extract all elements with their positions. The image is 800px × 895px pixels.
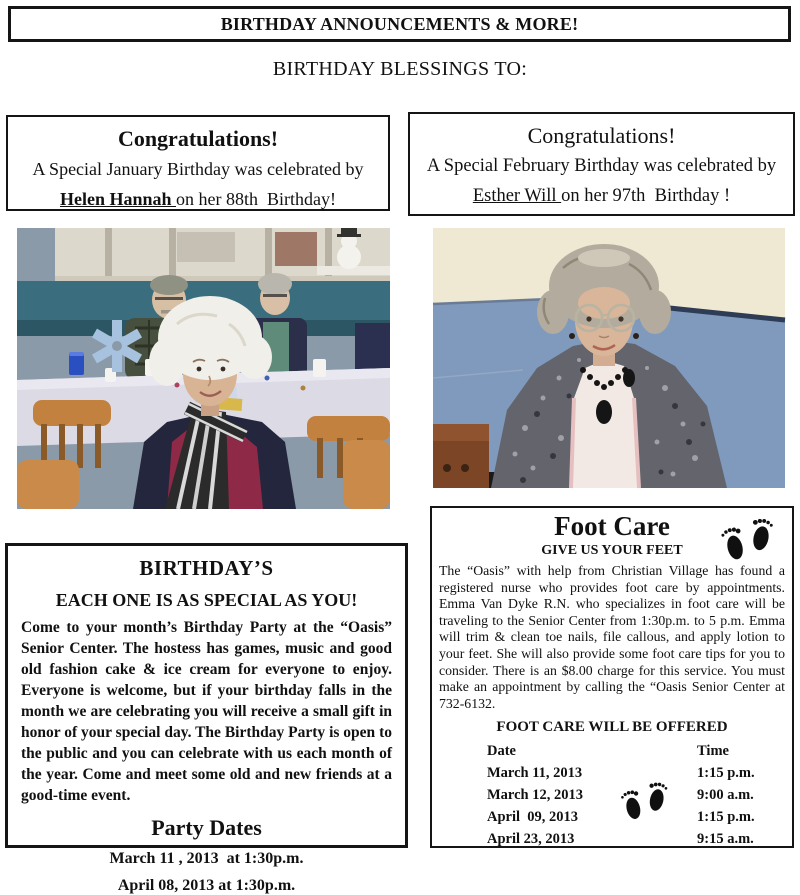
congrats-box-january [6,115,390,211]
time-column-header: Time [697,743,729,760]
birthdays-body: Come to your month’s Birthday Party at the “Oasis” Senior Center. The hostess has games, music and good old fashion cake & ice cream for everyone to enjoy. Everyone is welcome, but if your birthday falls in the month we are celebrating you will receive a small gift in honor of your special day. The Birthday Party is open to the public and you can celebrate with us each month of the year. Come and meet some old and new friends at a good-time event. [21,619,392,804]
schedule-date: March 12, 2013 [487,787,583,804]
table-row [432,766,792,780]
birthday-party-photo [17,228,390,509]
table-row [432,832,792,846]
foot-care-box [430,506,794,848]
schedule-time: 1:15 p.m. [697,809,755,826]
table-row [432,788,792,802]
party-date: March 11 , 2013 at 1:30p.m. [109,850,304,867]
celebrant-name: Helen Hannah [59,189,177,209]
celebrant-name: Esther Will [472,186,562,206]
congrats-box-february [408,112,795,216]
birthdays-title: BIRTHDAY’S [139,556,274,580]
party-date: April 08, 2013 at 1:30p.m. [117,877,296,894]
party-dates-title: Party Dates [151,815,262,840]
blessings-heading: BIRTHDAY BLESSINGS TO: [272,58,528,80]
schedule-date: March 11, 2013 [487,765,583,782]
schedule-time: 1:15 p.m. [697,765,755,782]
schedule-time: 9:15 a.m. [697,831,754,848]
congrats-line2 [8,186,388,212]
foot-care-body: The “Oasis” with help from Christian Village has found a registered nurse who provides foot care by appointments. Emma Van Dyke R.N. who specializes in foot care will be traveling to the Senior Center from 1:30p.m. to 5 p.m. Emma will trim & clean toe nails, file callous, and apply lotion to your feet. She will also provide some foot care tips for you to consider. There is an $8.00 charge for this service. You must make an appointment by calling the “Oasis Senior Center at 732-6132. [439,563,785,711]
foot-care-schedule-table [432,744,792,846]
congrats-title: Congratulations! [527,123,676,148]
foot-care-subtitle: GIVE US YOUR FEET [541,543,683,558]
foot-care-title: Foot Care [554,511,670,541]
schedule-date: April 23, 2013 [487,831,575,848]
banner-box [8,6,791,42]
congrats-title: Congratulations! [117,126,279,151]
foot-care-schedule-title: FOOT CARE WILL BE OFFERED [496,719,728,736]
esther-portrait-photo [433,228,785,488]
congrats-line1: A Special February Birthday was celebrated by [426,156,777,176]
schedule-date: April 09, 2013 [487,809,579,826]
birthdays-box [5,543,408,894]
birthdays-subtitle: EACH ONE IS AS SPECIAL AS YOU! [55,590,358,610]
congrats-line1: A Special January Birthday was celebrated by [32,159,364,179]
footprints-icon [720,516,776,566]
congrats-line2-rest: on her 97th Birthday ! [561,186,731,206]
schedule-time: 9:00 a.m. [697,787,754,804]
table-row [432,810,792,824]
table-header-row [432,744,792,758]
congrats-line2 [410,183,793,209]
congrats-line2-rest: on her 88th Birthday! [176,189,336,209]
date-column-header: Date [487,743,516,760]
banner-title: BIRTHDAY ANNOUNCEMENTS & MORE! [220,13,579,34]
